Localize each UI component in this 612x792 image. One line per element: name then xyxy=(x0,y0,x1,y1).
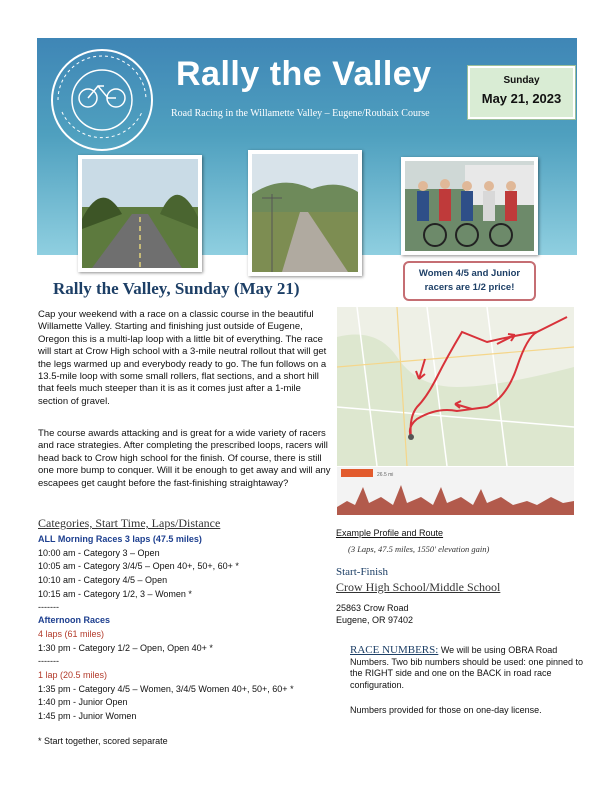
afternoon-heading: Afternoon Races xyxy=(38,615,111,625)
four-laps-heading: 4 laps (61 miles) xyxy=(38,629,105,639)
start-finish-heading: Start-Finish xyxy=(336,566,388,578)
morning-race: 10:10 am - Category 4/5 – Open xyxy=(38,575,168,585)
date-day: Sunday xyxy=(503,75,540,86)
race-numbers-text: We will be using OBRA Road Numbers. Two bib numbers should be used: one pinned to the RIGHT side and one on the BACK in road race configuration. xyxy=(350,645,583,690)
race-numbers-heading: RACE NUMBERS: xyxy=(350,644,439,656)
race-numbers-block xyxy=(350,645,585,691)
page-subtitle: Road Racing in the Willamette Valley – Eugene/Roubaix Course xyxy=(171,108,430,119)
promo-badge xyxy=(403,261,536,301)
route-map xyxy=(337,307,574,466)
morning-race: 10:00 am - Category 3 – Open xyxy=(38,548,160,558)
afternoon-race: 1:40 pm - Junior Open xyxy=(38,697,128,707)
separator: ------- xyxy=(38,656,59,666)
profile-marker: 26.5 mi xyxy=(377,472,394,478)
afternoon-race: 1:30 pm - Category 1/2 – Open, Open 40+ * xyxy=(38,643,213,653)
elevation-profile xyxy=(337,467,574,515)
separator: ------- xyxy=(38,602,59,612)
intro-paragraph-1: Cap your weekend with a race on a classic course in the beautiful Willamette Valley. Starting and finishing just outside of Eugene, Oregon this is a multi-lap loop with a little bit of everything. The race will start at Crow High school with a 3-mile neutral rollout that will get the legs warmed up and everybody ready to go. The fun follows on a 13.5-mile loop with some small rollers, flat sections, and a short hill that feels much steeper than it is as it comes just after a 1-mile section of gravel. xyxy=(38,309,327,407)
photo-gravel-road xyxy=(248,150,362,276)
page-title: Rally the Valley xyxy=(176,55,432,93)
date-box xyxy=(468,66,575,119)
photo-cyclists-group xyxy=(401,157,538,255)
afternoon-race: 1:35 pm - Category 4/5 – Women, 3/4/5 Women 40+, 50+, 60+ * xyxy=(38,684,294,694)
intro-paragraph-2: The course awards attacking and is great for a wide variety of racers and race strategies. After completing the prescribed loops, racers will head back to Crow high school for the finish. Of course, there is still one more bump to conquer. Will it be enough to get away and will any escapees get caught before the fast-finishing straightaway? xyxy=(38,428,331,489)
afternoon-race: 1:45 pm - Junior Women xyxy=(38,711,137,721)
profile-caption: Example Profile and Route xyxy=(336,528,444,538)
start-finish-venue: Crow High School/Middle School xyxy=(336,580,501,594)
footnote: * Start together, scored separate xyxy=(38,736,168,746)
morning-race: 10:15 am - Category 1/2, 3 – Women * xyxy=(38,589,192,599)
address-line-1: 25863 Crow Road xyxy=(336,603,409,613)
morning-race: 10:05 am - Category 3/4/5 – Open 40+, 50+, 60+ * xyxy=(38,561,239,571)
photo-paved-road xyxy=(78,155,202,272)
address-line-2: Eugene, OR 97402 xyxy=(336,615,414,625)
race-numbers-note: Numbers provided for those on one-day license. xyxy=(350,705,542,715)
race-date: May 21, 2023 xyxy=(481,91,562,106)
promo-line-1: Women 4/5 and Junior xyxy=(418,268,521,279)
section-heading: Rally the Valley, Sunday (May 21) xyxy=(53,279,300,298)
morning-heading: ALL Morning Races 3 laps (47.5 miles) xyxy=(38,534,202,544)
categories-heading: Categories, Start Time, Laps/Distance xyxy=(38,516,221,530)
one-lap-heading: 1 lap (20.5 miles) xyxy=(38,670,108,680)
profile-detail: (3 Laps, 47.5 miles, 1550' elevation gain) xyxy=(348,544,490,554)
promo-line-2: racers are 1/2 price! xyxy=(424,282,515,293)
twilight-operations-logo xyxy=(48,46,156,154)
